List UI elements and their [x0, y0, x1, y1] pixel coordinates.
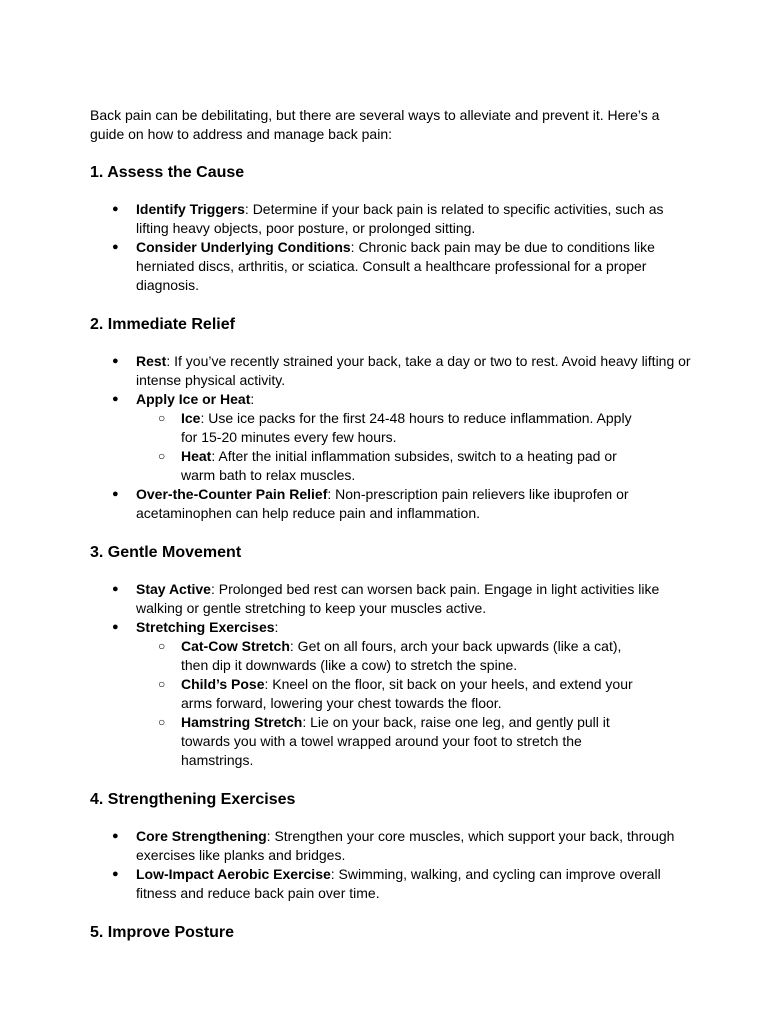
list-item [90, 827, 696, 865]
item-term: Heat [181, 448, 212, 464]
item-text: : [250, 391, 255, 407]
item-term: Rest [136, 353, 167, 369]
item-text: : Use ice packs for the first 24-48 hours to reduce inflammation. Apply for 15-20 minutes every few hours. [181, 410, 632, 445]
item-term: Ice [181, 410, 201, 426]
sub-list-item [136, 675, 646, 713]
item-term: Apply Ice or Heat [136, 391, 251, 407]
item-text: : After the initial inflammation subsides, switch to a heating pad or warm bath to relax muscles. [181, 448, 617, 483]
bullet-icon: ● [112, 488, 119, 500]
item-term: Child’s Pose [181, 676, 265, 692]
section-heading: 5. Improve Posture [90, 924, 235, 941]
item-text: : Determine if your back pain is related to specific activities, such as lifting heavy objects, poor posture, or prolonged sitting. [136, 201, 664, 236]
item-term: Identify Triggers [136, 201, 245, 217]
section-list [90, 200, 768, 295]
item-text: : Non-prescription pain relievers like ibuprofen or acetaminophen can help reduce pain and inflammation. [136, 486, 629, 521]
item-term: Core Strengthening [136, 828, 267, 844]
bullet-icon: ● [112, 203, 119, 215]
section-list [90, 352, 768, 523]
item-term: Stay Active [136, 581, 211, 597]
list-item [90, 618, 696, 770]
circle-bullet-icon: ○ [158, 715, 166, 729]
bullet-icon: ● [112, 393, 119, 405]
section-list [90, 827, 768, 903]
circle-bullet-icon: ○ [158, 639, 166, 653]
item-text: : Swimming, walking, and cycling can improve overall fitness and reduce back pain over time. [136, 866, 661, 901]
sub-list-item [136, 447, 646, 485]
item-text: : Get on all fours, arch your back upwards (like a cat), then dip it downwards (like a cow) to stretch the spine. [181, 638, 622, 673]
sub-list-item [136, 637, 646, 675]
bullet-icon: ● [112, 241, 119, 253]
sub-list-item [136, 713, 646, 770]
section-heading: 4. Strengthening Exercises [90, 791, 296, 808]
item-term: Hamstring Stretch [181, 714, 303, 730]
item-text: : Lie on your back, raise one leg, and gently pull it towards you with a towel wrapped around your foot to stretch the hamstrings. [181, 714, 610, 768]
section-heading: 1. Assess the Cause [90, 164, 245, 181]
item-text: : Strengthen your core muscles, which support your back, through exercises like planks and bridges. [136, 828, 675, 863]
list-item [90, 238, 696, 295]
circle-bullet-icon: ○ [158, 411, 166, 425]
bullet-icon: ● [112, 355, 119, 367]
list-item [90, 485, 696, 523]
sub-list [136, 409, 696, 485]
item-text: : [274, 619, 279, 635]
circle-bullet-icon: ○ [158, 449, 166, 463]
circle-bullet-icon: ○ [158, 677, 166, 691]
section-heading: 3. Gentle Movement [90, 544, 242, 561]
list-item [90, 200, 696, 238]
bullet-icon: ● [112, 830, 119, 842]
item-term: Stretching Exercises [136, 619, 275, 635]
item-text: : If you’ve recently strained your back, take a day or two to rest. Avoid heavy lifting or intense physical activity. [136, 353, 691, 388]
section-heading: 2. Immediate Relief [90, 316, 235, 333]
section-list [90, 580, 768, 770]
bullet-icon: ● [112, 621, 119, 633]
bullet-icon: ● [112, 868, 119, 880]
list-item [90, 865, 696, 903]
item-text: : Prolonged bed rest can worsen back pain. Engage in light activities like walking or gentle stretching to keep your muscles active. [136, 581, 660, 616]
list-item [90, 352, 696, 390]
sub-list [136, 637, 696, 770]
item-text: : Kneel on the floor, sit back on your heels, and extend your arms forward, lowering your chest towards the floor. [181, 676, 633, 711]
item-text: : Chronic back pain may be due to conditions like herniated discs, arthritis, or sciatica. Consult a healthcare professional for a proper diagnosis. [136, 239, 655, 293]
item-term: Low-Impact Aerobic Exercise [136, 866, 331, 882]
intro-paragraph: Back pain can be debilitating, but there are several ways to alleviate and prevent it. Here’s a guide on how to address and manage back pain: [90, 107, 660, 142]
item-term: Consider Underlying Conditions [136, 239, 351, 255]
sub-list-item [136, 409, 646, 447]
item-term: Over-the-Counter Pain Relief [136, 486, 328, 502]
list-item [90, 390, 696, 485]
item-term: Cat-Cow Stretch [181, 638, 290, 654]
list-item [90, 580, 696, 618]
bullet-icon: ● [112, 583, 119, 595]
